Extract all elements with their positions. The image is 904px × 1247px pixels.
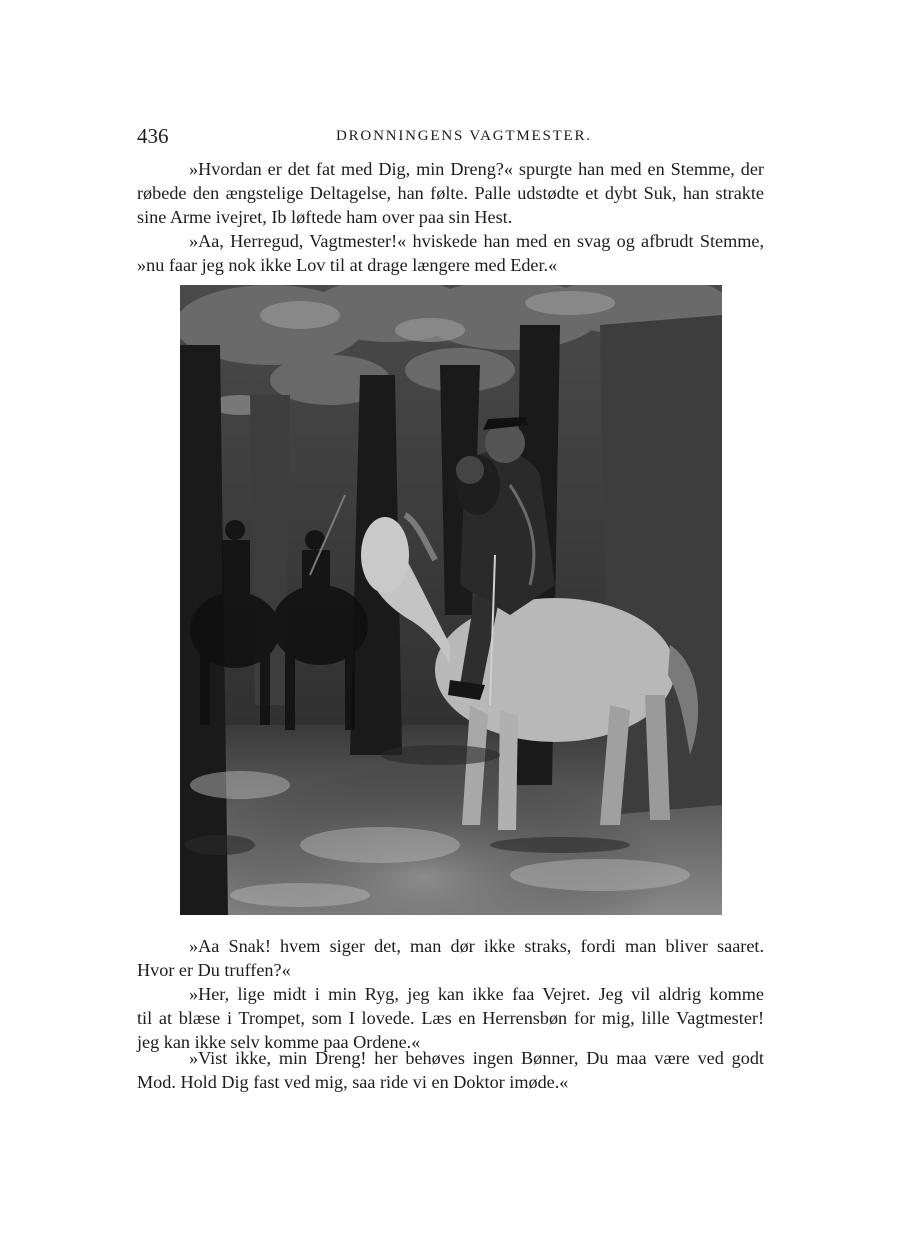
text-line: »Her, lige midt i min Ryg, jeg kan ikke faa Vejret. Jeg vil aldrig komme [189, 984, 764, 1004]
illustration-engraving [180, 285, 722, 915]
text-line: »nu faar jeg nok ikke Lov til at drage længere med Eder.« [137, 255, 558, 275]
page-number: 436 [137, 124, 169, 148]
text-line: Mod. Hold Dig fast ved mig, saa ride vi en Doktor imøde.« [137, 1072, 569, 1092]
text-line: røbede den ængstelige Deltagelse, han følte. Palle udstødte et dybt Suk, han strakte [137, 183, 764, 203]
text-line: »Aa Snak! hvem siger det, man dør ikke straks, fordi man bliver saaret. [189, 936, 764, 956]
text-line: Hvor er Du truffen?« [137, 960, 291, 980]
running-title: DRONNINGENS VAGTMESTER. [336, 128, 592, 144]
paragraph-1 [137, 157, 764, 229]
illustration [180, 285, 722, 915]
paragraph-5 [137, 1046, 764, 1094]
text-line: sine Arme ivejret, Ib løftede ham over paa sin Hest. [137, 207, 513, 227]
text-line: til at blæse i Trompet, som I lovede. Læs en Herrensbøn for mig, lille Vagtmester! [137, 1008, 764, 1028]
text-line: »Aa, Herregud, Vagtmester!« hviskede han med en svag og afbrudt Stemme, [189, 231, 764, 251]
text-line: jeg kan ikke selv komme paa Ordene.« [137, 1032, 421, 1052]
text-line: »Hvordan er det fat med Dig, min Dreng?« spurgte han med en Stemme, der [189, 159, 764, 179]
paragraph-2 [137, 229, 764, 277]
running-header [137, 124, 767, 154]
text-line: »Vist ikke, min Dreng! her behøves ingen Bønner, Du maa være ved godt [189, 1048, 764, 1068]
paragraph-4 [137, 982, 764, 1054]
paragraph-3 [137, 934, 764, 982]
